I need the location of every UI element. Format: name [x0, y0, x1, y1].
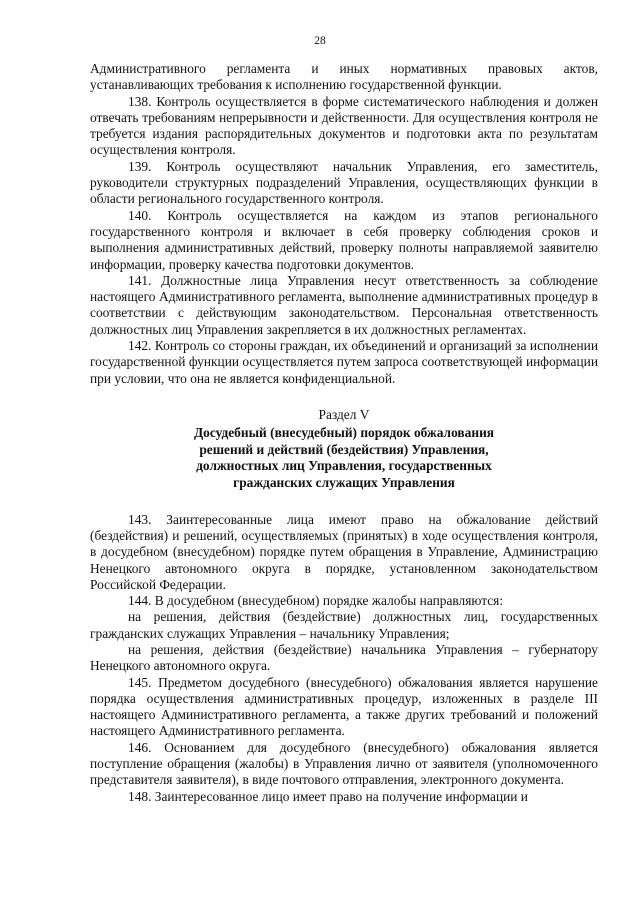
page-number: 28	[314, 35, 326, 47]
section-heading	[90, 407, 598, 492]
paragraphs-before-section	[90, 61, 598, 387]
paragraph: 138. Контроль осуществляется в форме систематического наблюдения и должен отвечать требованиям непрерывности и действенности. Для осуществления контроля не требуется издания распорядительных документов и подготовки акта по результатам осуществления контроля.	[90, 93, 598, 158]
paragraph: на решения, действия (бездействие) должностных лиц, государственных гражданских служащих Управления – начальнику Управления;	[90, 609, 598, 641]
paragraph: 146. Основанием для досудебного (внесудебного) обжалования является поступление обращения (жалобы) в Управления лично от заявителя (уполномоченного представителя заявителя), в виде почтового отправления, электронного документа.	[90, 739, 598, 788]
section-number: Раздел V	[318, 406, 370, 422]
paragraph: 144. В досудебном (внесудебном) порядке жалобы направляются:	[128, 593, 504, 609]
paragraph: 142. Контроль со стороны граждан, их объединений и организаций за исполнении государственной функции осуществляется путем запроса соответствующей информации при условии, что она не является конфиденциальной.	[90, 338, 598, 386]
section-title: Досудебный (внесудебный) порядок обжалования решений и действий (бездействия) Управления, должностных лиц Управления, государственных гражданских служащих Управления	[193, 425, 495, 491]
paragraph: 148. Заинтересованное лицо имеет право на получение информации и	[128, 788, 528, 804]
document-body	[90, 61, 598, 805]
paragraph: на решения, действия (бездействие) начальника Управления – губернатору Ненецкого автономного округа.	[90, 641, 598, 674]
paragraph: 141. Должностные лица Управления несут ответственность за соблюдение настоящего Административного регламента, выполнение административных процедур в соответствии с действующим законодательством. Персональная ответственность должностных лиц Управления закрепляется в их должностных регламентах.	[90, 272, 598, 337]
paragraph: 139. Контроль осуществляют начальник Управления, его заместитель, руководители структурных подразделений Управления, осуществляющих функции в области регионального государственного контроля.	[90, 158, 598, 207]
paragraph: 145. Предметом досудебного (внесудебного) обжалования является нарушение порядка осуществления административных процедур, изложенных в разделе III настоящего Административного регламента, а также других требований и положений настоящего Административного регламента.	[90, 674, 598, 739]
paragraph: Административного регламента и иных нормативных правовых актов, устанавливающих требования к исполнению государственной функции.	[90, 61, 598, 93]
paragraph: 143. Заинтересованные лица имеют право на обжалование действий (бездействия) и решений, осуществляемых (принятых) в ходе осуществления контроля, в досудебном (внесудебном) порядке путем обращения в Управление, Администрацию Ненецкого автономного округа в порядке, установленном законодательством Российской Федерации.	[90, 511, 598, 592]
paragraphs-after-section	[90, 512, 598, 805]
paragraph: 140. Контроль осуществляется на каждом из этапов регионального государственного контроля и включает в себя проверку соблюдения сроков и выполнения административных действий, проверку полноты направляемой заявителю информации, проверку качества подготовки документов.	[90, 207, 598, 272]
